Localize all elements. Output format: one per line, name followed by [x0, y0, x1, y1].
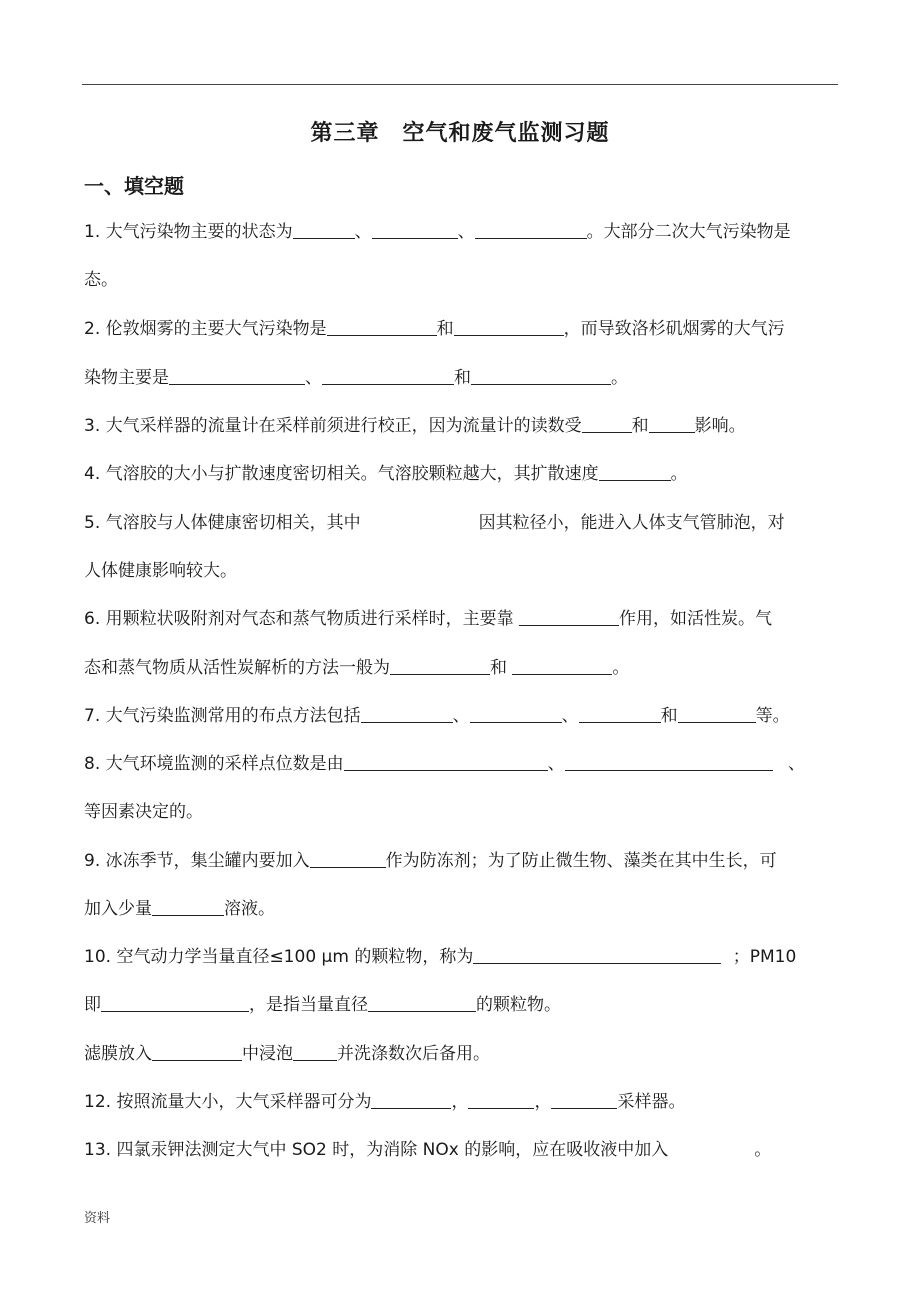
blank[interactable] [152, 897, 224, 916]
blank[interactable] [565, 752, 773, 771]
page-footer: 资料 [84, 1211, 111, 1226]
question-7: 7. 大气污染监测常用的布点方法包括 、 、 和 等。 [84, 706, 790, 726]
question-9-line-1: 9. 冰冻季节，集尘罐内要加入 作为防冻剂；为了防止微生物、藻类在其中生长，可 [84, 851, 777, 871]
header-rule [82, 84, 838, 85]
question-12: 12. 按照流量大小，大气采样器可分为 ， ， 采样器。 [84, 1092, 686, 1112]
blank[interactable] [519, 607, 619, 626]
question-2-line-1: 2. 伦敦烟雾的主要大气污染物是 和 ，而导致洛杉矶烟雾的大气污 [84, 319, 785, 339]
question-4: 4. 气溶胶的大小与扩散速度密切相关。气溶胶颗粒越大，其扩散速度 。 [84, 464, 688, 484]
question-8-line-2: 等因素决定的。 [84, 802, 203, 822]
blank[interactable] [371, 1090, 451, 1109]
blank[interactable] [372, 220, 458, 239]
blank[interactable] [579, 704, 661, 723]
blank[interactable] [454, 317, 564, 336]
question-5-line-1: 5. 气溶胶与人体健康密切相关，其中 因其粒径小，能进入人体支气管肺泡，对 [84, 513, 785, 533]
blank[interactable] [678, 704, 756, 723]
blank[interactable] [293, 220, 355, 239]
blank[interactable] [368, 993, 476, 1012]
blank[interactable] [327, 317, 437, 336]
question-1-line-2: 态。 [84, 270, 118, 290]
question-2-line-2: 染物主要是 、 和 。 [84, 368, 628, 388]
page-title: 第三章 空气和废气监测习题 [310, 121, 610, 146]
blank[interactable] [512, 656, 612, 675]
blank[interactable] [310, 849, 386, 868]
blank[interactable] [468, 1090, 534, 1109]
question-13: 13. 四氯汞钾法测定大气中 SO2 时，为消除 NOx 的影响，应在吸收液中加入 。 [84, 1140, 772, 1160]
blank[interactable] [649, 414, 695, 433]
question-1-line-1: 1. 大气污染物主要的状态为 、 、 。大部分二次大气污染物是 [84, 222, 791, 242]
blank[interactable] [169, 366, 305, 385]
question-5-line-2: 人体健康影响较大。 [84, 561, 237, 581]
blank[interactable] [475, 220, 587, 239]
question-9-line-2: 加入少量 溶液。 [84, 899, 275, 919]
blank[interactable] [361, 704, 453, 723]
blank[interactable] [293, 1042, 337, 1061]
blank[interactable] [470, 704, 562, 723]
question-8-line-1: 8. 大气环境监测的采样点位数是由 、 、 [84, 754, 806, 774]
blank[interactable] [551, 1090, 617, 1109]
section-heading: 一、填空题 [84, 174, 184, 198]
blank[interactable] [152, 1042, 242, 1061]
blank[interactable] [471, 366, 611, 385]
blank[interactable] [599, 462, 671, 481]
blank[interactable] [473, 945, 721, 964]
question-11: 滤膜放入 中浸泡 并洗涤数次后备用。 [84, 1044, 490, 1064]
blank[interactable] [101, 993, 249, 1012]
question-6-line-2: 态和蒸气物质从活性炭解析的方法一般为 和 。 [84, 658, 630, 678]
question-10-line-2: 即 ，是指当量直径 的颗粒物。 [84, 995, 561, 1015]
blank[interactable] [344, 752, 548, 771]
blank[interactable] [582, 414, 632, 433]
blank[interactable] [390, 656, 490, 675]
question-10-line-1: 10. 空气动力学当量直径≤100 μm 的颗粒物，称为 ；PM10 [84, 947, 797, 967]
question-3: 3. 大气采样器的流量计在采样前须进行校正，因为流量计的读数受 和 影响。 [84, 416, 746, 436]
blank[interactable] [322, 366, 454, 385]
question-6-line-1: 6. 用颗粒状吸附剂对气态和蒸气物质进行采样时，主要靠 作用，如活性炭。气 [84, 609, 773, 629]
